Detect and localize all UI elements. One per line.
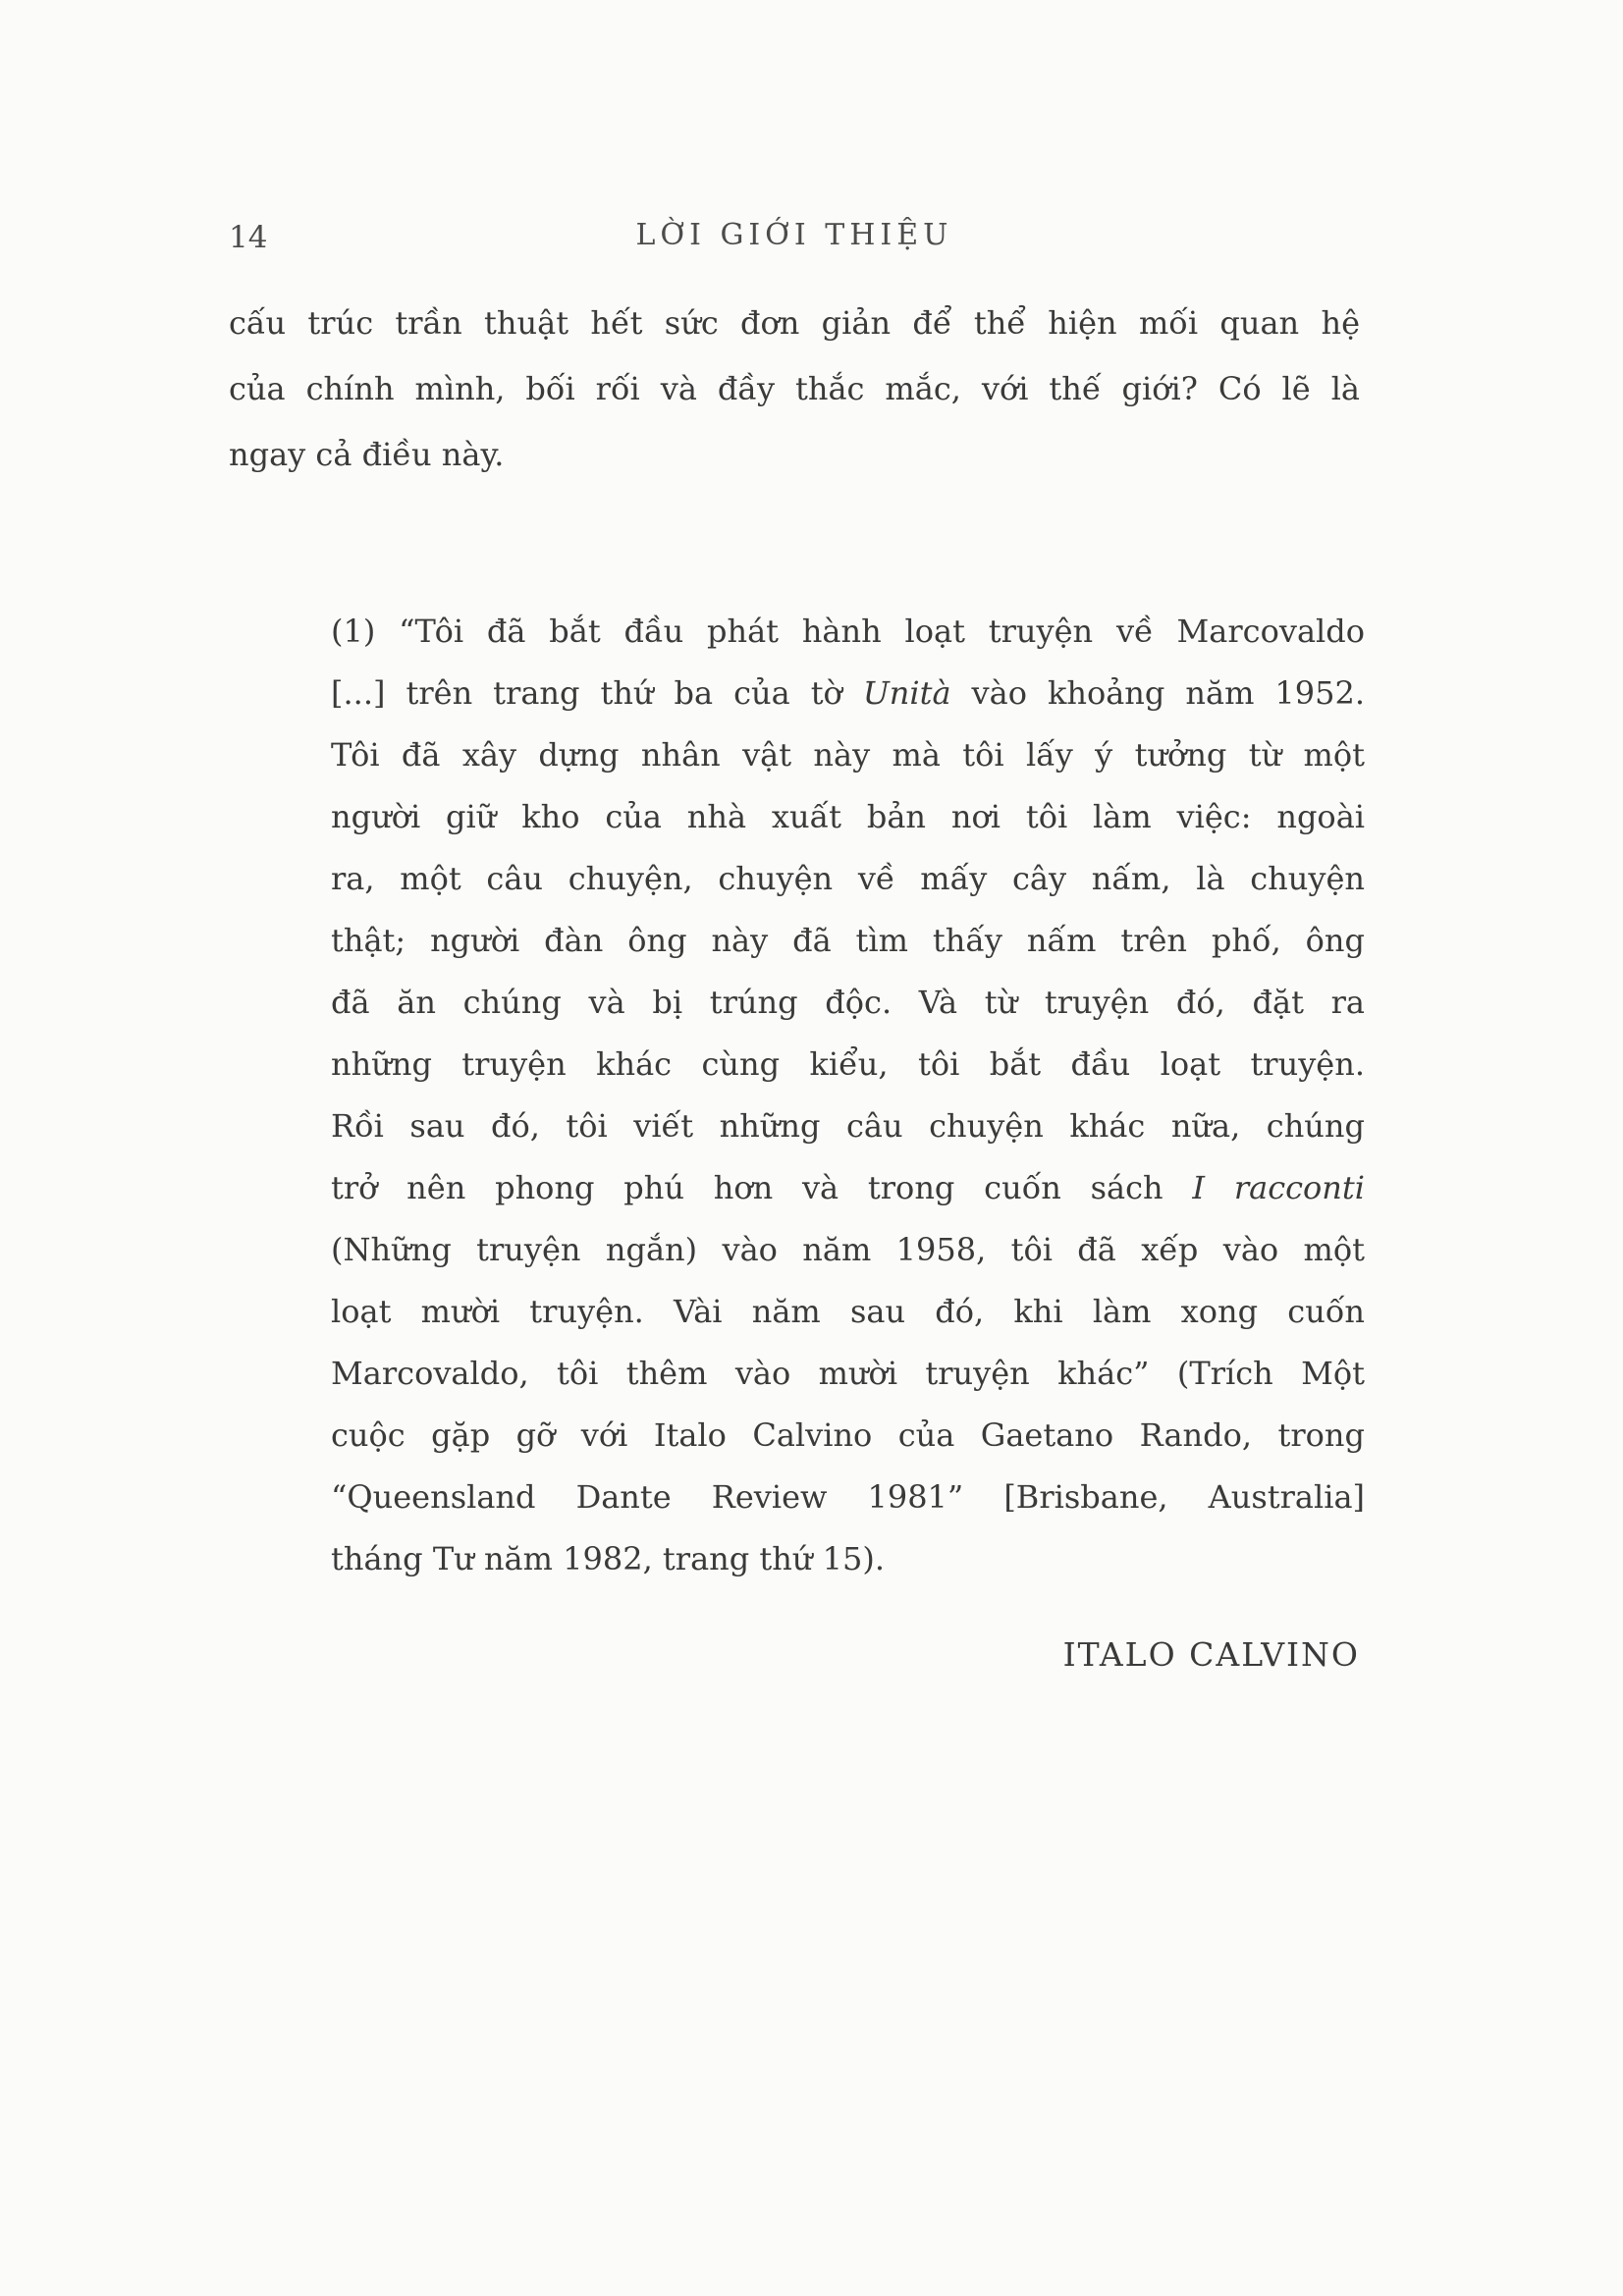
- text-line: những truyện khác cùng kiểu, tôi bắt đầu loạt truyện.: [331, 1045, 1365, 1083]
- text-line: loạt mười truyện. Vài năm sau đó, khi làm xong cuốn: [331, 1293, 1365, 1330]
- text-line: cuộc gặp gỡ với Italo Calvino của Gaetano Rando, trong: [331, 1416, 1365, 1454]
- text-line: (1) “Tôi đã bắt đầu phát hành loạt truyện về Marcovaldo: [331, 613, 1365, 650]
- text-line: ngay cả điều này.: [229, 436, 505, 473]
- text-line: của chính mình, bối rối và đầy thắc mắc, với thế giới? Có lẽ là: [229, 370, 1360, 407]
- running-header: [229, 218, 1360, 261]
- author-signature: ITALO CALVINO: [1062, 1635, 1360, 1674]
- text-segment: trở nên phong phú hơn và trong cuốn sách: [331, 1169, 1193, 1206]
- text-line: Tôi đã xây dựng nhân vật này mà tôi lấy ý tưởng từ một: [331, 736, 1365, 774]
- text-line: “Queensland Dante Review 1981” [Brisbane, Australia]: [331, 1478, 1365, 1516]
- italic-title-text: I racconti: [1192, 1169, 1366, 1206]
- running-title: LỜI GIỚI THIỆU: [635, 218, 953, 252]
- text-line: Marcovaldo, tôi thêm vào mười truyện khác” (Trích Một: [331, 1355, 1365, 1392]
- text-line: đã ăn chúng và bị trúng độc. Và từ truyện đó, đặt ra: [331, 984, 1365, 1021]
- text-line: [331, 663, 1365, 724]
- text-line: (Những truyện ngắn) vào năm 1958, tôi đã xếp vào một: [331, 1231, 1365, 1268]
- italic-title-text: Unità: [862, 674, 951, 712]
- text-line: tháng Tư năm 1982, trang thứ 15).: [331, 1540, 886, 1577]
- text-line: cấu trúc trần thuật hết sức đơn giản để thể hiện mối quan hệ: [229, 304, 1360, 342]
- text-line: Rồi sau đó, tôi viết những câu chuyện khác nữa, chúng: [331, 1107, 1365, 1145]
- text-line: [331, 1157, 1365, 1219]
- text-line: người giữ kho của nhà xuất bản nơi tôi làm việc: ngoài: [331, 798, 1365, 835]
- text-line: thật; người đàn ông này đã tìm thấy nấm trên phố, ông: [331, 922, 1365, 959]
- text-segment: vào khoảng năm 1952.: [950, 674, 1366, 712]
- text-line: ra, một câu chuyện, chuyện về mấy cây nấm, là chuyện: [331, 860, 1365, 897]
- text-segment: [...] trên trang thứ ba của tờ: [331, 674, 863, 712]
- page-number: 14: [229, 220, 268, 255]
- footnote-blockquote: [331, 601, 1365, 1590]
- body-paragraph: [229, 291, 1360, 488]
